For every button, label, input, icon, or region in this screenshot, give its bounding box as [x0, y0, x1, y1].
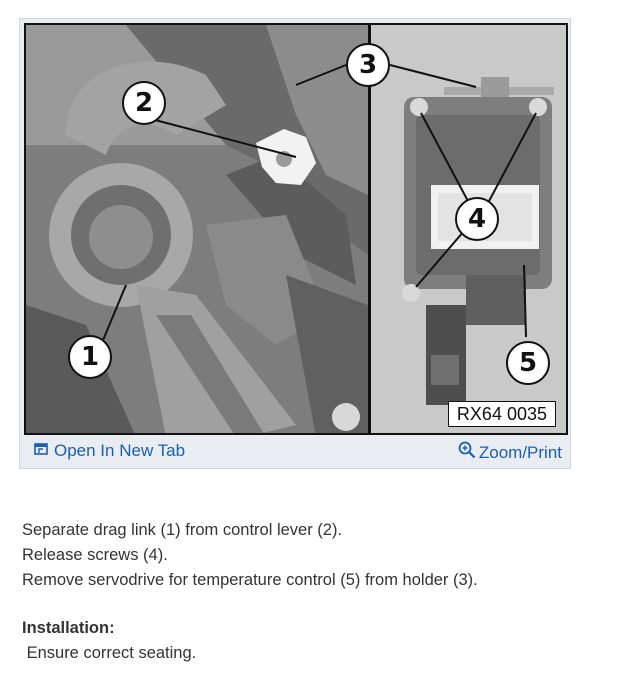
open-in-new-tab-link[interactable]: [34, 441, 185, 461]
step-text: Remove servodrive for temperature control (5) from holder (3).: [22, 571, 478, 589]
figure-toolbar: [24, 437, 568, 466]
figure-container: [19, 18, 571, 469]
callout-5: 5: [506, 341, 550, 385]
zoom-print-link[interactable]: [458, 441, 562, 464]
magnifier-plus-icon: [458, 441, 476, 464]
figure-image-area: [24, 23, 568, 435]
step-text: Release screws (4).: [22, 546, 168, 564]
callout-3: 3: [346, 43, 390, 87]
procedure-steps: [22, 518, 478, 593]
installation-text: Ensure correct seating.: [22, 644, 197, 662]
external-tab-icon: [34, 441, 48, 461]
figure-photo[interactable]: [24, 23, 568, 435]
callout-1: 1: [68, 335, 112, 379]
callout-4: 4: [455, 197, 499, 241]
zoom-print-label: Zoom/Print: [478, 442, 562, 462]
figure-reference-code: RX64 0035: [448, 401, 556, 427]
installation-heading: Installation:: [22, 619, 115, 637]
callout-2: 2: [122, 81, 166, 125]
step-text: Separate drag link (1) from control lever (2).: [22, 521, 343, 539]
open-in-new-tab-label: Open In New Tab: [54, 441, 186, 460]
